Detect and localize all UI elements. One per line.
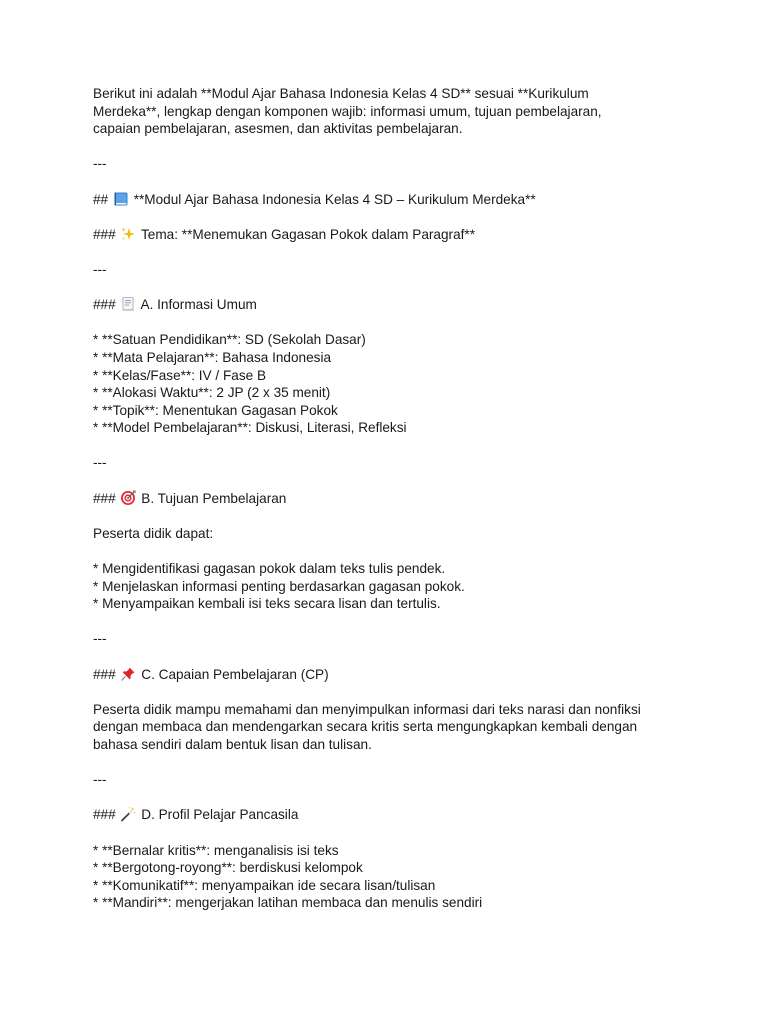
heading-marker: ### bbox=[93, 490, 116, 506]
list-item: * **Topik**: Menentukan Gagasan Pokok bbox=[93, 402, 338, 418]
list-item: * **Model Pembelajaran**: Diskusi, Literasi, Refleksi bbox=[93, 420, 407, 436]
list-item: * Mengidentifikasi gagasan pokok dalam teks tulis pendek. bbox=[93, 561, 446, 577]
separator: --- bbox=[93, 261, 107, 277]
section-b-list bbox=[93, 560, 693, 613]
sparkles-icon bbox=[120, 226, 136, 242]
intro-line: capaian pembelajaran, asesmen, dan aktivitas pembelajaran. bbox=[93, 121, 463, 137]
receipt-icon bbox=[120, 296, 136, 312]
section-a-list bbox=[93, 331, 693, 437]
paragraph-line: dengan membaca dan mendengarkan secara kritis serta mengungkapkan kembali dengan bbox=[93, 719, 638, 735]
heading-marker: ### bbox=[93, 226, 116, 242]
list-item: * **Satuan Pendidikan**: SD (Sekolah Dasar) bbox=[93, 332, 366, 348]
list-item: * Menyampaikan kembali isi teks secara lisan dan tertulis. bbox=[93, 596, 441, 612]
section-d-title: D. Profil Pelajar Pancasila bbox=[141, 807, 299, 823]
list-item: * Menjelaskan informasi penting berdasarkan gagasan pokok. bbox=[93, 578, 465, 594]
target-icon bbox=[120, 490, 136, 506]
list-item: * **Mandiri**: mengerjakan latihan membaca dan menulis sendiri bbox=[93, 895, 483, 911]
document-body bbox=[93, 85, 693, 912]
section-d-heading bbox=[93, 806, 693, 824]
section-c-heading bbox=[93, 666, 693, 684]
blue-book-icon bbox=[113, 191, 129, 207]
heading-marker: ## bbox=[93, 191, 109, 207]
list-item: * **Mata Pelajaran**: Bahasa Indonesia bbox=[93, 349, 332, 365]
document-title bbox=[93, 191, 693, 209]
section-a-title: A. Informasi Umum bbox=[140, 297, 257, 313]
separator: --- bbox=[93, 772, 107, 788]
intro-line: Berikut ini adalah **Modul Ajar Bahasa Indonesia Kelas 4 SD** sesuai **Kurikulum bbox=[93, 86, 589, 101]
separator: --- bbox=[93, 156, 107, 172]
section-b-intro: Peserta didik dapat: bbox=[93, 525, 214, 541]
section-c-title: C. Capaian Pembelajaran (CP) bbox=[141, 666, 329, 682]
theme-text: Tema: **Menemukan Gagasan Pokok dalam Paragraf** bbox=[141, 226, 475, 242]
theme-heading bbox=[93, 226, 693, 244]
section-b-heading bbox=[93, 490, 693, 508]
paragraph-line: bahasa sendiri dalam bentuk lisan dan tulisan. bbox=[93, 736, 372, 752]
section-b-title: B. Tujuan Pembelajaran bbox=[141, 490, 287, 506]
intro-line: Merdeka**, lengkap dengan komponen wajib: informasi umum, tujuan pembelajaran, bbox=[93, 103, 602, 119]
separator: --- bbox=[93, 631, 107, 647]
list-item: * **Bergotong-royong**: berdiskusi kelompok bbox=[93, 860, 363, 876]
list-item: * **Kelas/Fase**: IV / Fase B bbox=[93, 367, 267, 383]
section-d-list bbox=[93, 842, 693, 912]
title-text: **Modul Ajar Bahasa Indonesia Kelas 4 SD – Kurikulum Merdeka** bbox=[133, 191, 536, 207]
paragraph-line: Peserta didik mampu memahami dan menyimpulkan informasi dari teks narasi dan nonfiksi bbox=[93, 701, 641, 717]
intro-paragraph bbox=[93, 85, 693, 138]
list-item: * **Bernalar kritis**: menganalisis isi teks bbox=[93, 842, 339, 858]
heading-marker: ### bbox=[93, 297, 116, 313]
heading-marker: ### bbox=[93, 807, 116, 823]
heading-marker: ### bbox=[93, 666, 116, 682]
list-item: * **Alokasi Waktu**: 2 JP (2 x 35 menit) bbox=[93, 385, 331, 401]
magic-wand-icon bbox=[120, 806, 136, 822]
section-c-paragraph bbox=[93, 701, 693, 754]
separator: --- bbox=[93, 455, 107, 471]
list-item: * **Komunikatif**: menyampaikan ide secara lisan/tulisan bbox=[93, 877, 436, 893]
section-a-heading bbox=[93, 296, 693, 314]
pushpin-icon bbox=[120, 666, 136, 682]
